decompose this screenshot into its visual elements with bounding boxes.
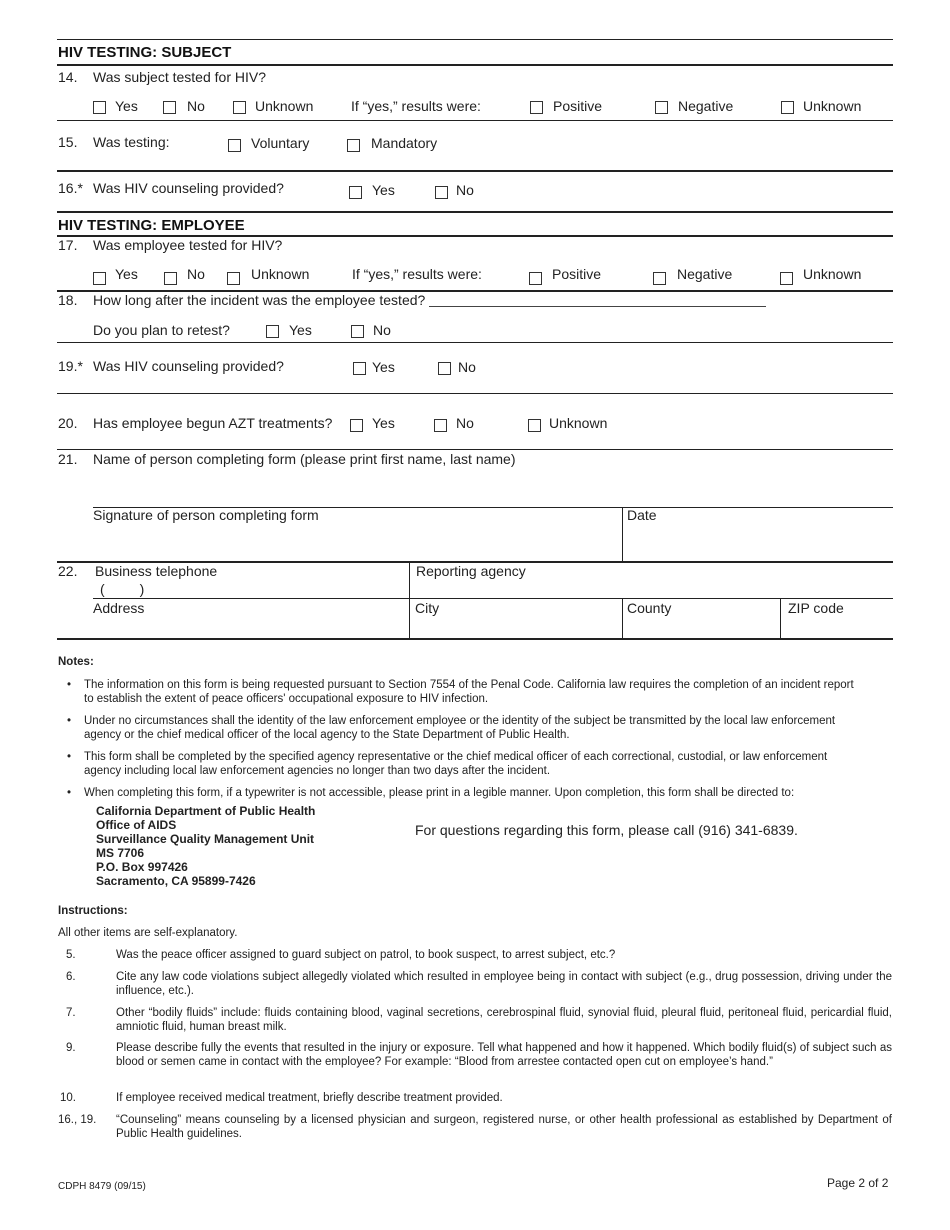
subject-section-title: HIV TESTING: SUBJECT: [58, 44, 232, 61]
col-divider: [622, 598, 623, 639]
q18-question: How long after the incident was the employee tested?: [93, 292, 426, 308]
reporting-agency-label: Reporting agency: [416, 563, 526, 579]
q14-unknown-checkbox[interactable]: [233, 101, 246, 114]
instruction-number: 10.: [60, 1092, 76, 1104]
q17-positive-checkbox[interactable]: [529, 272, 542, 285]
q16-yes-checkbox[interactable]: [349, 186, 362, 199]
q14-result-unknown-checkbox[interactable]: [781, 101, 794, 114]
q19-no-label: No: [458, 359, 476, 375]
q14-positive-label: Positive: [553, 98, 603, 114]
city-label: City: [415, 600, 440, 616]
note-item: • When completing this form, if a typewriter is not accessible, please print in a legible manner. Upon completion, this form shall be directed to:: [67, 787, 795, 799]
instruction-number: 5.: [66, 949, 76, 961]
instruction-text: “Counseling” means counseling by a licensed physician and surgeon, registered nurse, or other health professional as established by Department of Public Health guidelines.: [116, 1114, 892, 1140]
address-line: P.O. Box 997426: [96, 860, 188, 874]
q17-result-unknown-label: Unknown: [803, 266, 862, 282]
note-item: • The information on this form is being requested pursuant to Section 7554 of the Penal Code. California law requires the completion of an incident report to establish the extent of peace officers' occupational exposure to HIV infection.: [67, 679, 854, 705]
q19-yes-checkbox[interactable]: [353, 362, 366, 375]
address-line: Surveillance Quality Management Unit: [96, 832, 315, 846]
q17-results-prompt: If “yes,” results were:: [352, 266, 482, 282]
address-line: California Department of Public Health: [96, 804, 316, 818]
col-divider: [409, 562, 410, 639]
q21-number: 21.: [58, 451, 78, 467]
q17-number: 17.: [58, 237, 78, 253]
date-divider: [622, 507, 623, 562]
q19-no-checkbox[interactable]: [438, 362, 451, 375]
q17-unknown-label: Unknown: [251, 266, 310, 282]
q14-no-label: No: [187, 98, 205, 114]
date-label: Date: [627, 507, 657, 523]
q14-unknown-label: Unknown: [255, 98, 314, 114]
q17-yes-label: Yes: [115, 266, 138, 282]
q14-negative-label: Negative: [678, 98, 734, 114]
q20-no-checkbox[interactable]: [434, 419, 447, 432]
q14-negative-checkbox[interactable]: [655, 101, 668, 114]
address-line: Office of AIDS: [96, 818, 177, 832]
instruction-text: Cite any law code violations subject allegedly violated which resulted in employee being in contact with subject (e.g., drug possession, driving under the influence, etc.).: [116, 971, 892, 997]
q14-result-unknown-label: Unknown: [803, 98, 862, 114]
instruction-number: 7.: [66, 1007, 76, 1019]
q15-question: Was testing:: [93, 134, 170, 150]
instruction-text: Please describe fully the events that resulted in the injury or exposure. Tell what happened and how it happened. Which bodily fluid(s) of subject such as blood or semen came in contact with the employee? For example: “Blood from arrestee contacted open cut on employee’s hand.”: [116, 1042, 892, 1068]
q19-question: Was HIV counseling provided?: [93, 358, 284, 374]
row-rule: [57, 120, 893, 121]
form-id: CDPH 8479 (09/15): [58, 1181, 146, 1192]
section-rule: [57, 64, 893, 66]
employee-section-title: HIV TESTING: EMPLOYEE: [58, 217, 245, 234]
q15-mandatory-checkbox[interactable]: [347, 139, 360, 152]
row-rule: [93, 598, 893, 599]
q18-number: 18.: [58, 292, 78, 308]
instruction-number: 16., 19.: [58, 1114, 97, 1126]
q20-yes-checkbox[interactable]: [350, 419, 363, 432]
q19-yes-label: Yes: [372, 359, 395, 375]
row-rule: [57, 342, 893, 343]
q21-question: Name of person completing form (please print first name, last name): [93, 451, 516, 467]
row-rule: [57, 449, 893, 450]
q17-positive-label: Positive: [552, 266, 602, 282]
q16-no-checkbox[interactable]: [435, 186, 448, 199]
instructions-intro: All other items are self-explanatory.: [58, 927, 238, 939]
q22-number: 22.: [58, 563, 78, 579]
q20-unknown-label: Unknown: [549, 415, 608, 431]
q17-question: Was employee tested for HIV?: [93, 237, 283, 253]
zip-label: ZIP code: [788, 600, 844, 616]
row-rule: [57, 393, 893, 394]
business-telephone-label: Business telephone: [95, 563, 218, 579]
mailing-address: [96, 804, 315, 888]
q20-number: 20.: [58, 415, 78, 431]
page-number: Page 2 of 2: [827, 1176, 889, 1190]
row-rule: [57, 211, 893, 213]
instruction-text: Other “bodily fluids” include: fluids containing blood, vaginal secretions, cerebrospinal fluid, synovial fluid, pleural fluid, peritoneal fluid, pericardial fluid, amniotic fluid, human breast milk.: [116, 1007, 892, 1033]
q14-question: Was subject tested for HIV?: [93, 69, 266, 85]
q20-no-label: No: [456, 415, 474, 431]
q14-yes-label: Yes: [115, 98, 138, 114]
note-item: • This form shall be completed by the specified agency representative or the chief medical officer of each correctional, custodial, or law enforcement agency including local law enforcement agencies no longer than two days after the incident.: [67, 751, 828, 777]
q14-positive-checkbox[interactable]: [530, 101, 543, 114]
q18-retest-question: Do you plan to retest?: [93, 322, 230, 338]
q18-no-label: No: [373, 322, 391, 338]
q20-yes-label: Yes: [372, 415, 395, 431]
notes-list: [65, 678, 865, 808]
q15-voluntary-checkbox[interactable]: [228, 139, 241, 152]
note-item: • Under no circumstances shall the identity of the law enforcement employee or the identity of the subject be transmitted by the local law enforcement agency or the chief medical officer of the local agency to the State Department of Public Health.: [67, 715, 836, 741]
questions-contact: For questions regarding this form, please call (916) 341-6839.: [415, 822, 798, 838]
row-rule: [57, 170, 893, 172]
q14-results-prompt: If “yes,” results were:: [351, 98, 481, 114]
q19-number: 19.*: [58, 358, 83, 374]
q18-time-input[interactable]: [429, 306, 766, 307]
q18-yes-label: Yes: [289, 322, 312, 338]
address-label: Address: [93, 600, 145, 616]
instruction-text: If employee received medical treatment, briefly describe treatment provided.: [116, 1092, 503, 1104]
q16-question: Was HIV counseling provided?: [93, 180, 284, 196]
q17-result-unknown-checkbox[interactable]: [780, 272, 793, 285]
q15-mandatory-label: Mandatory: [371, 135, 438, 151]
q20-unknown-checkbox[interactable]: [528, 419, 541, 432]
q17-no-checkbox[interactable]: [164, 272, 177, 285]
instruction-number: 9.: [66, 1042, 76, 1054]
instructions-heading: Instructions:: [58, 905, 128, 917]
q15-voluntary-label: Voluntary: [251, 135, 310, 151]
q20-question: Has employee begun AZT treatments?: [93, 415, 333, 431]
address-line: Sacramento, CA 95899-7426: [96, 874, 256, 888]
col-divider: [780, 598, 781, 639]
notes-heading: Notes:: [58, 656, 94, 668]
address-line: MS 7706: [96, 846, 145, 860]
q14-no-checkbox[interactable]: [163, 101, 176, 114]
q17-negative-label: Negative: [677, 266, 733, 282]
q18-no-checkbox[interactable]: [351, 325, 364, 338]
q17-negative-checkbox[interactable]: [653, 272, 666, 285]
q17-no-label: No: [187, 266, 205, 282]
q14-yes-checkbox[interactable]: [93, 101, 106, 114]
q16-yes-label: Yes: [372, 182, 395, 198]
q15-number: 15.: [58, 134, 78, 150]
q18-yes-checkbox[interactable]: [266, 325, 279, 338]
q16-no-label: No: [456, 182, 474, 198]
signature-label: Signature of person completing form: [93, 507, 319, 523]
instruction-number: 6.: [66, 971, 76, 983]
instruction-text: Was the peace officer assigned to guard subject on patrol, to book suspect, to arrest subject, etc.?: [116, 949, 616, 961]
top-rule: [57, 39, 893, 40]
county-label: County: [627, 600, 672, 616]
phone-area-code[interactable]: ( ): [100, 581, 145, 597]
q17-yes-checkbox[interactable]: [93, 272, 106, 285]
q14-number: 14.: [58, 69, 78, 85]
row-rule: [57, 638, 893, 640]
q16-number: 16.*: [58, 180, 83, 196]
q17-unknown-checkbox[interactable]: [227, 272, 240, 285]
